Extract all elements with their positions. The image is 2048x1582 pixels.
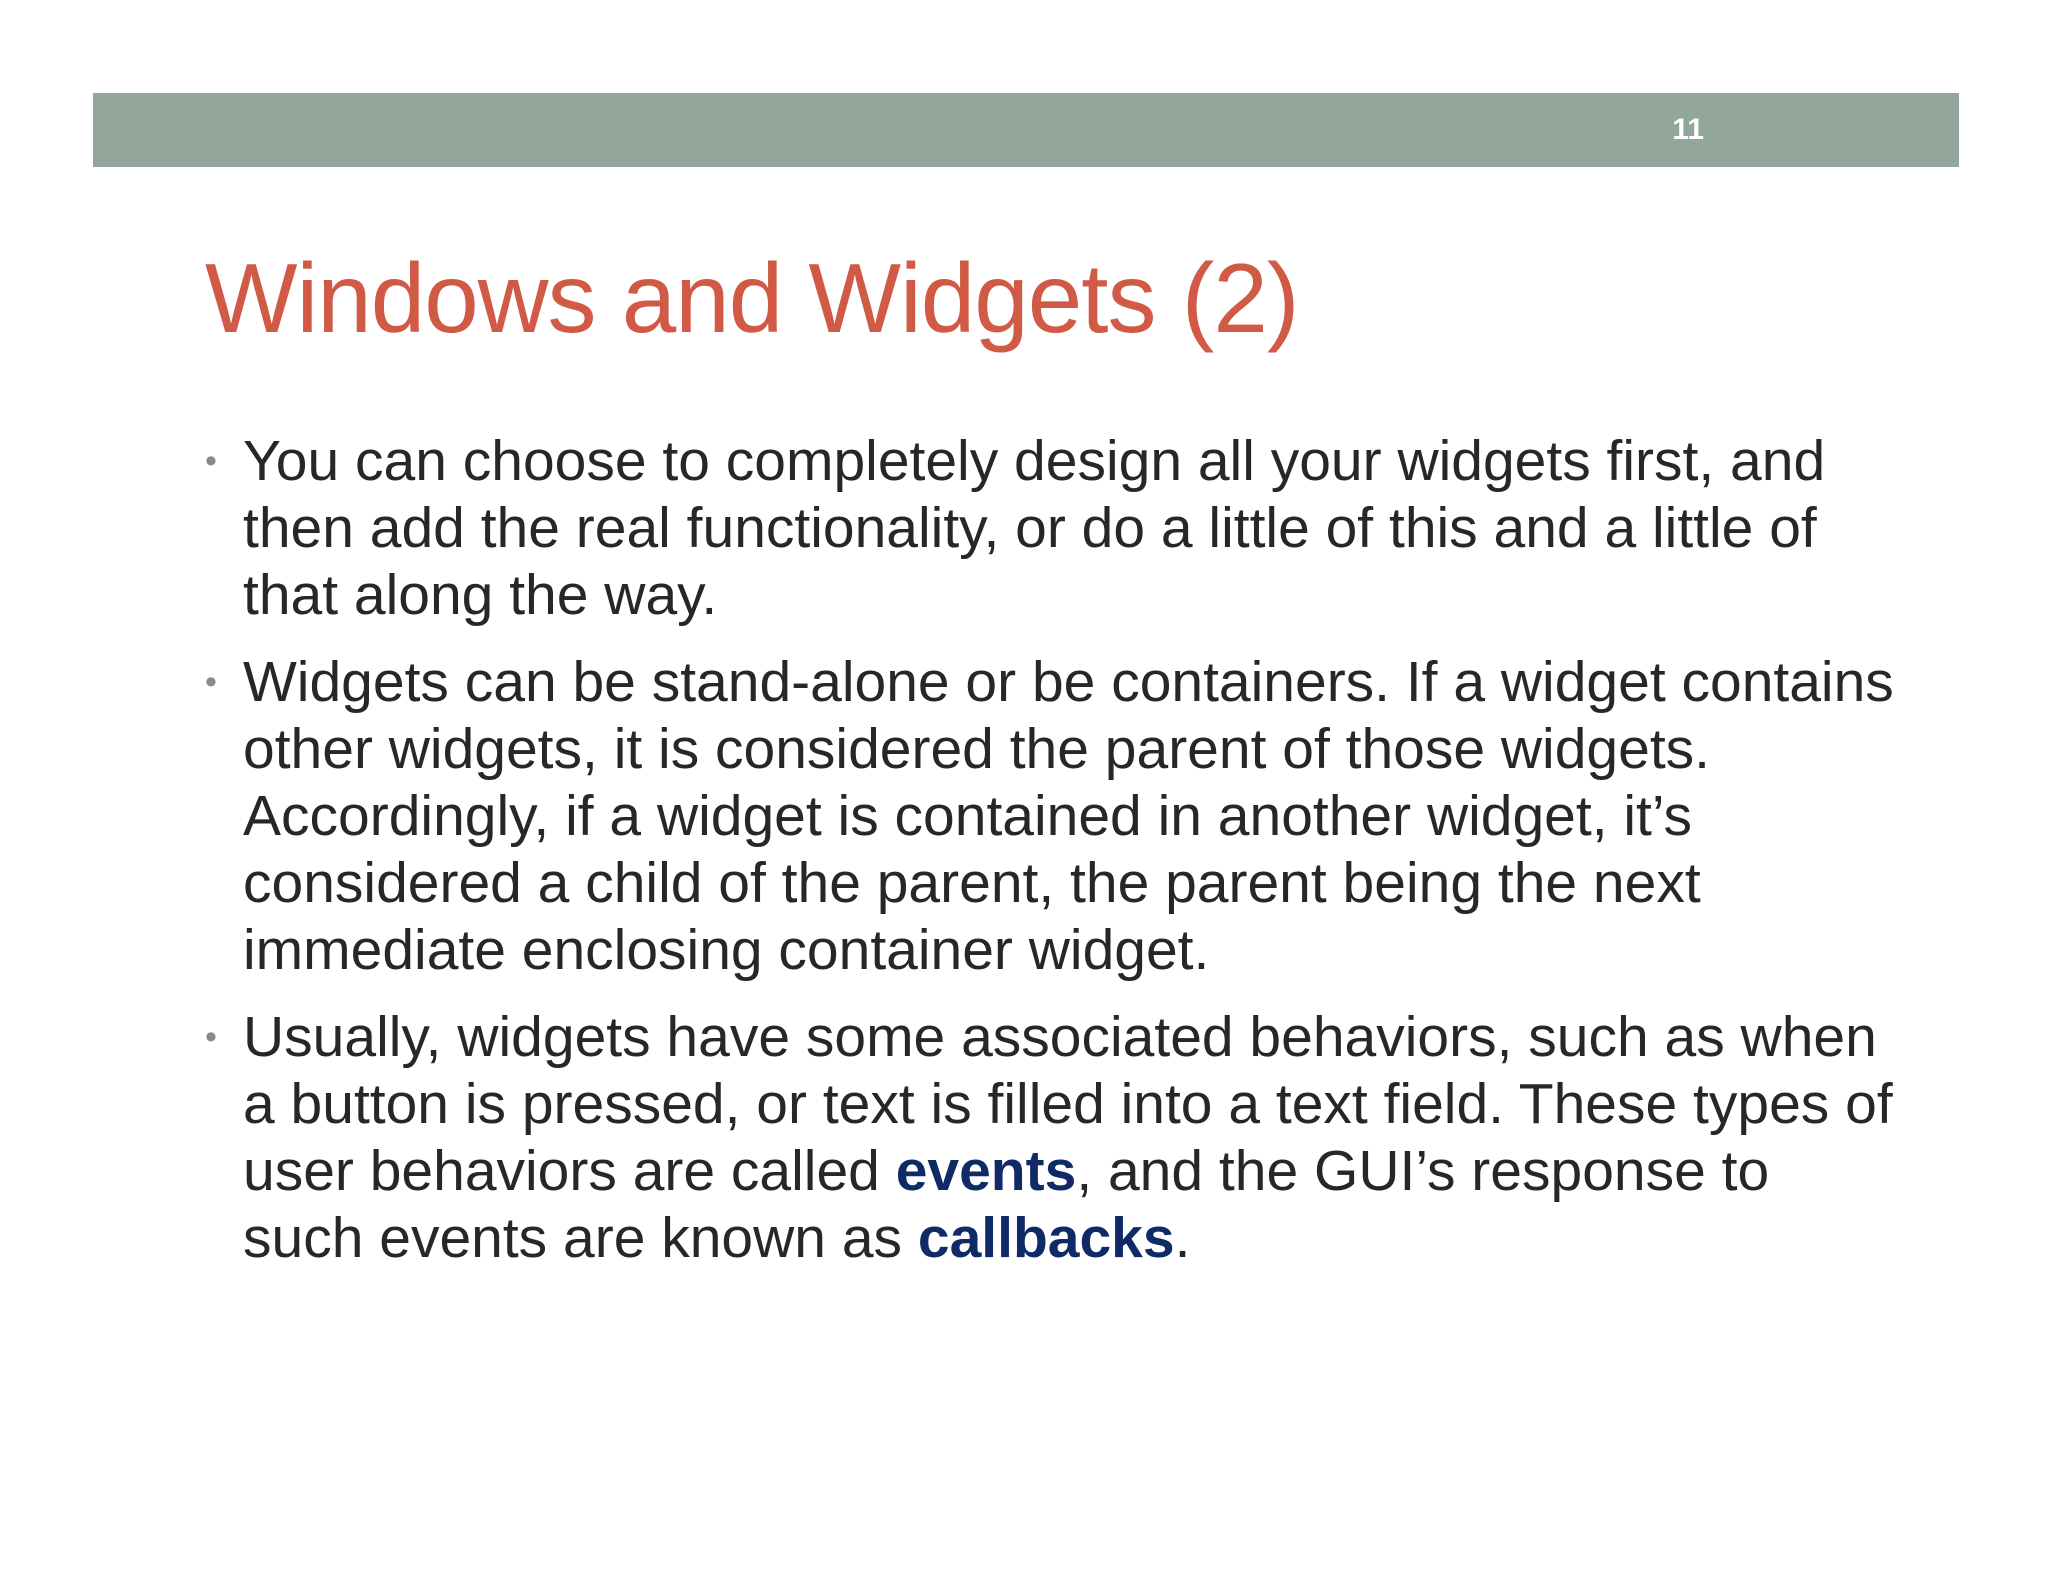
bullet-text: Widgets can be stand-alone or be containers. If a widget contains other widgets, it is considered the parent of those widgets. Accordingly, if a widget is contained in another widget, it’s considered a child of the parent, the parent being the next immediate enclosing container widget. bbox=[243, 650, 1894, 982]
bullet-item bbox=[205, 1004, 1905, 1272]
slide-number: 11 bbox=[1672, 113, 1704, 146]
slide-title: Windows and Widgets (2) bbox=[205, 243, 1299, 353]
bullet-text-part: , and the GUI’s response to such events are known as bbox=[243, 1139, 1770, 1270]
bullet-text-part: Usually, widgets have some associated behaviors, such as when a button is pressed, or text is filled into a text field. These types of user behaviors are called bbox=[243, 1005, 1893, 1203]
bullet-text-part: . bbox=[1174, 1206, 1191, 1270]
bullet-list bbox=[205, 428, 1905, 1292]
term-events: events bbox=[895, 1139, 1077, 1203]
bullet-item bbox=[205, 428, 1905, 629]
term-callbacks: callbacks bbox=[917, 1206, 1175, 1270]
bullet-icon: • bbox=[205, 1018, 217, 1056]
bullet-item bbox=[205, 649, 1905, 984]
header-bar bbox=[93, 93, 1959, 167]
bullet-text bbox=[243, 1005, 1893, 1270]
bullet-icon: • bbox=[205, 663, 217, 701]
bullet-icon: • bbox=[205, 442, 217, 480]
bullet-text: You can choose to completely design all your widgets first, and then add the real functionality, or do a little of this and a little of that along the way. bbox=[243, 429, 1826, 627]
